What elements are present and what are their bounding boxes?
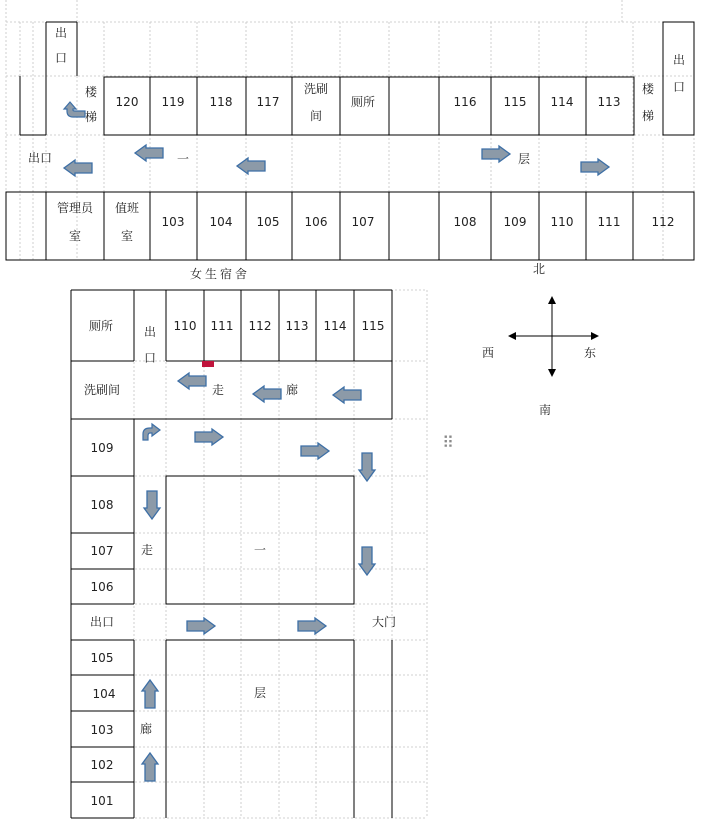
compass xyxy=(482,296,599,417)
dormitory-caption: 女生宿舍 xyxy=(189,267,251,281)
room2-115: 115 xyxy=(361,319,385,333)
room-109: 109 xyxy=(503,215,527,229)
wash-room-2: 洗刷间 xyxy=(83,383,121,397)
location-marker xyxy=(202,361,214,367)
compass-west-label: 西 xyxy=(481,346,495,360)
room-114: 114 xyxy=(550,95,574,109)
duty-room-line1: 值班 xyxy=(114,201,140,215)
exit-top-char1: 出 xyxy=(54,26,68,40)
compass-east-arrow-icon xyxy=(591,332,599,340)
arrow-right-icon xyxy=(187,618,215,634)
room-117: 117 xyxy=(256,95,280,109)
exit-char1-2: 出 xyxy=(143,325,157,339)
corridor-char-lang-2: 廊 xyxy=(139,722,153,736)
room-107: 107 xyxy=(351,215,375,229)
wash-room-line1: 洗刷 xyxy=(303,82,329,96)
arrow-right-icon xyxy=(301,443,329,459)
arrow-up-icon xyxy=(142,753,158,781)
stairs-left-char1: 楼 xyxy=(84,85,98,99)
room2-101: 101 xyxy=(90,794,114,808)
room2-107: 107 xyxy=(90,544,114,558)
room2-112: 112 xyxy=(248,319,272,333)
room2-110: 110 xyxy=(173,319,197,333)
room2-113: 113 xyxy=(285,319,309,333)
exit-top-char2: 口 xyxy=(54,51,68,65)
toilet-label: 厕所 xyxy=(350,95,376,109)
stairs-right-char1: 楼 xyxy=(641,82,655,96)
room2-111: 111 xyxy=(210,319,234,333)
arrow-right-icon xyxy=(482,146,510,162)
room-111: 111 xyxy=(597,215,621,229)
compass-north-arrow-icon xyxy=(548,296,556,304)
compass-east-label: 东 xyxy=(583,346,597,360)
room-112: 112 xyxy=(651,215,675,229)
arrow-left-icon xyxy=(253,386,281,402)
admin-room-line2: 室 xyxy=(68,229,82,243)
stairs-left-char2: 梯 xyxy=(84,110,98,124)
room-115: 115 xyxy=(503,95,527,109)
exit-left-2: 出口 xyxy=(89,615,115,629)
stairs-right-char2: 梯 xyxy=(641,109,655,123)
corridor-char-yi-2: 一 xyxy=(253,543,267,557)
floor1-walls xyxy=(6,22,694,260)
room-106: 106 xyxy=(304,215,328,229)
corridor-char-ceng: 层 xyxy=(517,152,531,166)
compass-south-arrow-icon xyxy=(548,369,556,377)
compass-north-label-top: 北 xyxy=(532,262,546,276)
compass-west-arrow-icon xyxy=(508,332,516,340)
duty-room-line2: 室 xyxy=(120,229,134,243)
room2-105: 105 xyxy=(90,651,114,665)
corridor-char-ceng-2: 层 xyxy=(253,686,267,700)
turn-arrow-icon xyxy=(143,424,160,440)
arrow-down-icon xyxy=(359,453,375,481)
toilet-label-2: 厕所 xyxy=(88,319,114,333)
corridor-char-lang: 廊 xyxy=(285,383,299,397)
arrow-left-icon xyxy=(135,145,163,161)
admin-room-line1: 管理员 xyxy=(56,201,94,215)
arrow-left-icon xyxy=(333,387,361,403)
arrow-right-icon xyxy=(195,429,223,445)
room2-104: 104 xyxy=(92,687,116,701)
arrow-down-icon xyxy=(359,547,375,575)
room-110: 110 xyxy=(550,215,574,229)
room2-114: 114 xyxy=(323,319,347,333)
floor2-grid xyxy=(71,290,427,818)
room-104: 104 xyxy=(209,215,233,229)
turn-arrow-icon xyxy=(64,102,85,117)
room-119: 119 xyxy=(161,95,185,109)
wash-room-line2: 间 xyxy=(309,109,323,123)
room2-102: 102 xyxy=(90,758,114,772)
exit-right-char1: 出 xyxy=(672,53,686,67)
room-103: 103 xyxy=(161,215,185,229)
room-108: 108 xyxy=(453,215,477,229)
drag-handle-icon[interactable]: ⠿ xyxy=(442,433,454,452)
exit-char2-2: 口 xyxy=(143,351,157,365)
floor2-walls xyxy=(71,290,392,818)
room-118: 118 xyxy=(209,95,233,109)
room-120: 120 xyxy=(115,95,139,109)
room2-106: 106 xyxy=(90,580,114,594)
arrow-left-icon xyxy=(64,160,92,176)
arrow-down-icon xyxy=(144,491,160,519)
floor1-grid xyxy=(6,0,694,260)
room-116: 116 xyxy=(453,95,477,109)
exit-right-char2: 口 xyxy=(672,80,686,94)
corridor-char-yi: 一 xyxy=(176,152,190,166)
room2-108: 108 xyxy=(90,498,114,512)
arrow-left-icon xyxy=(237,158,265,174)
room-105: 105 xyxy=(256,215,280,229)
room2-103: 103 xyxy=(90,723,114,737)
exit-left-label: 出口 xyxy=(27,151,53,165)
compass-south-label: 南 xyxy=(538,403,552,417)
corridor-char-zou: 走 xyxy=(211,383,225,397)
floor2-arrows xyxy=(139,373,375,781)
arrow-left-icon xyxy=(178,373,206,389)
arrow-up-icon xyxy=(142,680,158,708)
arrow-right-icon xyxy=(298,618,326,634)
room-113: 113 xyxy=(597,95,621,109)
room2-109: 109 xyxy=(90,441,114,455)
main-gate-label: 大门 xyxy=(371,615,397,629)
arrow-right-icon xyxy=(581,159,609,175)
corridor-char-zou-2: 走 xyxy=(140,543,154,557)
